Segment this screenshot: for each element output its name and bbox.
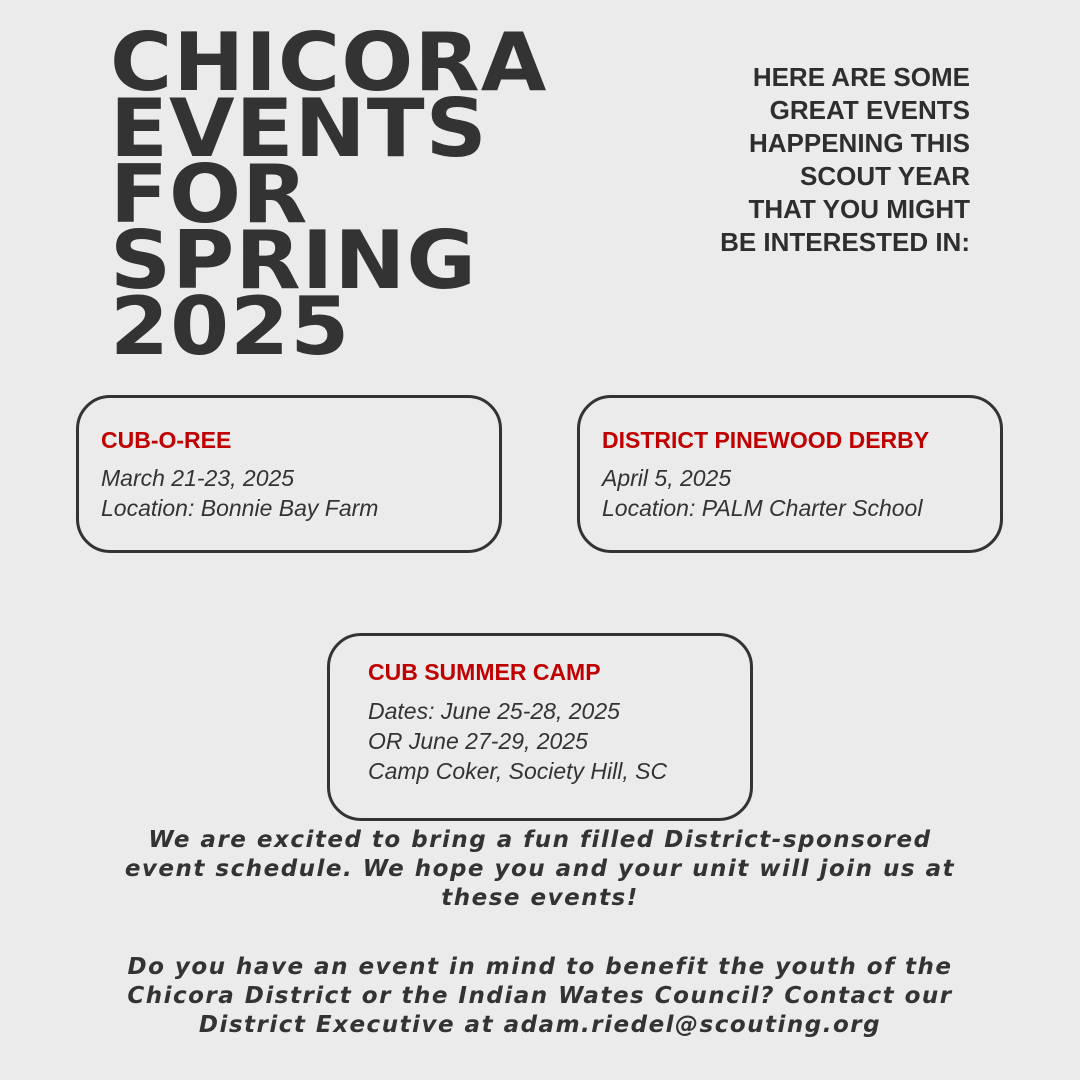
event-card-cub-o-ree bbox=[76, 395, 502, 553]
paragraph-line: event schedule. We hope you and your unit will join us at bbox=[124, 856, 956, 882]
event-dates-alt: OR June 27-29, 2025 bbox=[368, 728, 588, 754]
intro-line: HERE ARE SOME bbox=[752, 62, 970, 92]
event-title: CUB-O-REE bbox=[101, 427, 232, 453]
intro-line: BE INTERESTED IN: bbox=[720, 227, 970, 257]
event-card-pinewood-derby bbox=[577, 395, 1003, 553]
title-line: EVENTS bbox=[110, 82, 488, 175]
intro-line: HAPPENING THIS bbox=[748, 128, 970, 158]
intro-line: THAT YOU MIGHT bbox=[748, 194, 970, 224]
event-card-summer-camp bbox=[327, 633, 753, 821]
intro-text bbox=[670, 61, 970, 259]
event-title: CUB SUMMER CAMP bbox=[368, 659, 601, 685]
paragraph-line: these events! bbox=[441, 885, 639, 911]
paragraph-line: We are excited to bring a fun filled District-sponsored bbox=[148, 827, 932, 853]
event-date: March 21-23, 2025 bbox=[101, 465, 295, 491]
event-title: DISTRICT PINEWOOD DERBY bbox=[602, 427, 930, 453]
event-location: Location: Bonnie Bay Farm bbox=[101, 495, 379, 521]
intro-line: SCOUT YEAR bbox=[800, 161, 970, 191]
page-title bbox=[110, 16, 548, 373]
invitation-paragraph bbox=[60, 826, 1020, 913]
event-location: Camp Coker, Society Hill, SC bbox=[368, 758, 668, 784]
title-line: CHICORA bbox=[110, 16, 548, 109]
intro-line: GREAT EVENTS bbox=[769, 95, 970, 125]
contact-paragraph bbox=[60, 953, 1020, 1040]
paragraph-line: Chicora District or the Indian Wates Council? Contact our bbox=[127, 983, 953, 1009]
event-location: Location: PALM Charter School bbox=[602, 495, 923, 521]
paragraph-line: Do you have an event in mind to benefit the youth of the bbox=[127, 954, 953, 980]
event-date: April 5, 2025 bbox=[602, 465, 732, 491]
title-line: SPRING bbox=[110, 214, 478, 307]
title-line: 2025 bbox=[110, 280, 351, 373]
title-line: FOR bbox=[110, 148, 309, 241]
event-dates: Dates: June 25-28, 2025 bbox=[368, 698, 620, 724]
paragraph-line: District Executive at adam.riedel@scouting.org bbox=[198, 1012, 882, 1038]
